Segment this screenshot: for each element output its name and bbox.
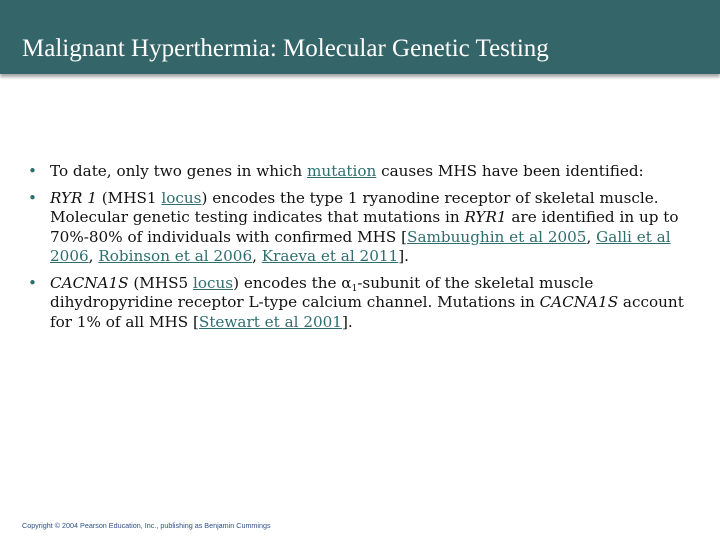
gene-name-cacna1s: CACNA1S	[50, 273, 129, 292]
bullet-text: ) encodes the type 1 ryanodine receptor of skeletal muscle. Molecular genetic testing indicates that mutations in	[50, 188, 659, 226]
bullet-marker: •	[28, 273, 37, 292]
separator: ,	[586, 227, 597, 246]
bullet-text: account for 1% of all MHS [	[50, 293, 684, 331]
ref-link-stewart[interactable]: Stewart et al 2001	[198, 312, 342, 331]
bullet-text: ) encodes the α	[233, 273, 352, 292]
ref-link-sambuughin[interactable]: Sambuughin et al 2005	[407, 227, 587, 246]
bullet-text: To date, only two genes in which	[50, 162, 308, 180]
ref-link-kraeva[interactable]: Kraeva et al 2011	[261, 247, 399, 265]
subscript: 1	[351, 283, 358, 294]
bullet-text: (MHS1	[96, 188, 162, 207]
ref-link-galli[interactable]: Galli et al 2006	[50, 227, 671, 265]
gene-inline: RYR1	[464, 208, 507, 226]
bullet-marker: •	[28, 162, 37, 180]
ref-link-robinson[interactable]: Robinson et al 2006	[98, 247, 253, 265]
bullet-item-2	[28, 189, 708, 267]
bullet-text: -subunit of the skeletal muscle dihydropyridine receptor L-type calcium channel. Mutations in	[50, 273, 594, 311]
bullet-marker: •	[28, 188, 37, 207]
gene-name-ryr1: RYR 1	[50, 188, 97, 207]
bullet-text: (MHS5	[128, 273, 193, 292]
bullet-item-3	[28, 274, 708, 333]
bullet-text: ].	[398, 247, 409, 265]
slide-title: Malignant Hyperthermia: Molecular Genetic Testing	[22, 35, 549, 62]
bullet-item-1	[28, 162, 708, 182]
separator: ,	[88, 247, 99, 265]
gene-inline: CACNA1S	[539, 293, 619, 311]
title-bar	[0, 0, 720, 74]
bullet-text: are identified in up to 70%-80% of individuals with confirmed MHS [	[50, 208, 679, 246]
copyright-footer: Copyright © 2004 Pearson Education, Inc., publishing as Benjamin Cummings	[22, 521, 271, 530]
bullet-text: causes MHS have been identified:	[376, 162, 644, 180]
separator: ,	[252, 247, 262, 265]
mutation-link[interactable]: mutation	[307, 162, 377, 180]
bullet-list	[28, 162, 708, 339]
bullet-text: ].	[341, 312, 353, 331]
locus-link[interactable]: locus	[193, 273, 234, 292]
locus-link[interactable]: locus	[161, 188, 202, 207]
